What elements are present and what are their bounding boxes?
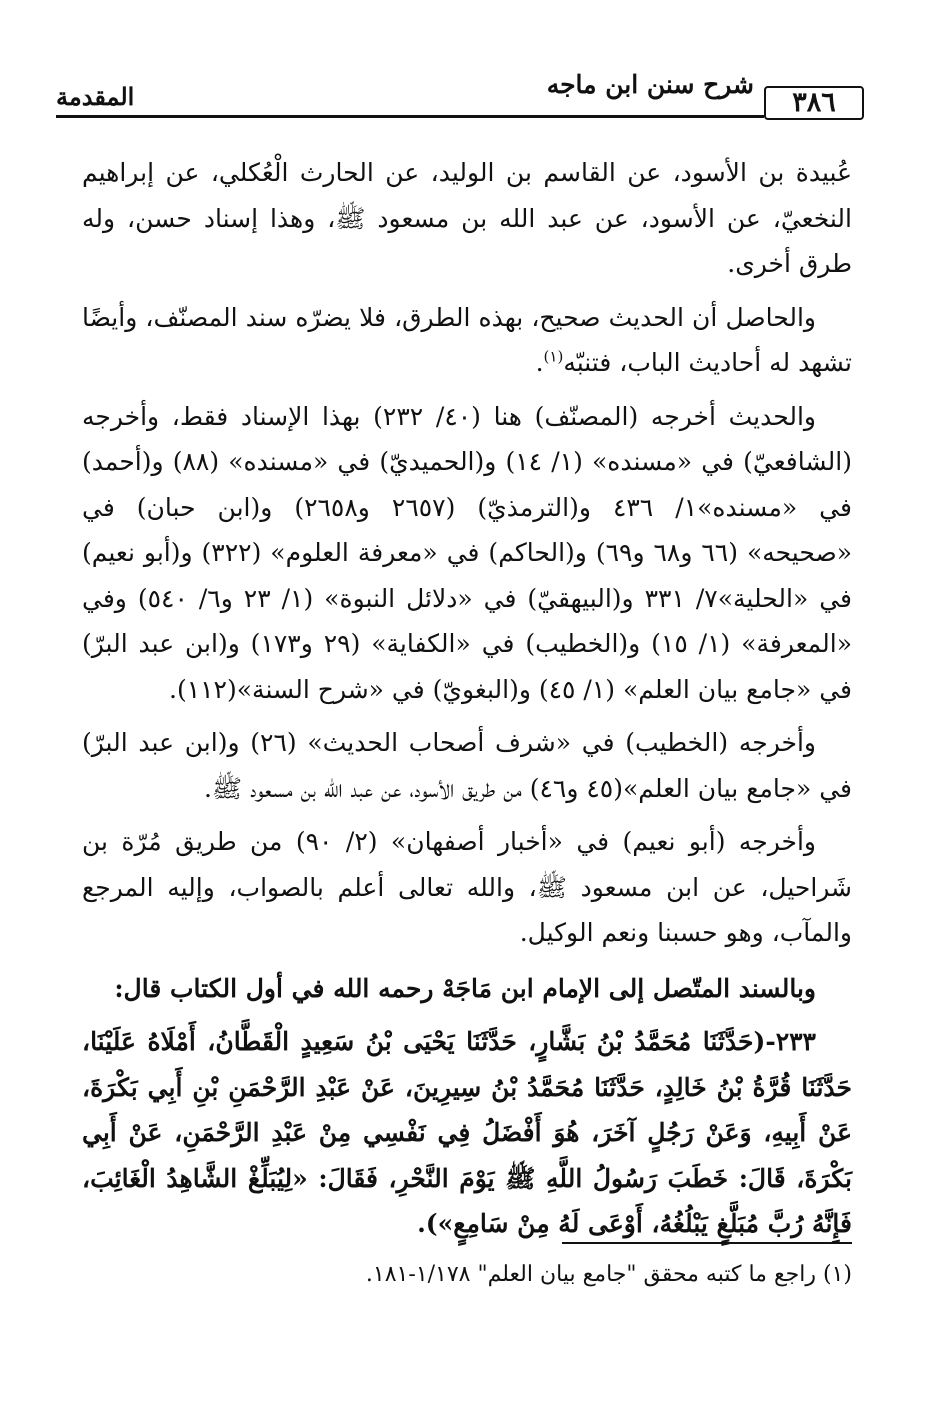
section-title: المقدمة xyxy=(56,82,135,111)
paragraph-4: وأخرجه (الخطيب) في «شرف أصحاب الحديث» (٢٦) و(ابن عبد البرّ) في «جامع بيان العلم»(٤٥ و٤٦) من طريق الأسود، عن عبد الله بن مسعود ﷺ. xyxy=(82,728,852,803)
paragraph-5: وأخرجه (أبو نعيم) في «أخبار أصفهان» (٢/ ٩٠) من طريق مُرّة بن شَراحيل، عن ابن مسعود ﷺ، والله تعالى أعلم بالصواب، وإليه المرجع والمآب، وهو حسبنا ونعم الوكيل. xyxy=(82,827,852,947)
paragraph-3: والحديث أخرجه (المصنّف) هنا (٤٠/ ٢٣٢) بهذا الإسناد فقط، وأخرجه (الشافعيّ) في «مسنده» (١/ ١٤) و(الحميديّ) في «مسنده» (٨٨) و(أحمد) في «مسنده»١/ ٤٣٦ و(الترمذيّ) (٢٦٥٧ و٢٦٥٨) و(ابن حبان) في «صحيحه» (٦٦ و٦٨ و٦٩) و(الحاكم) في «معرفة العلوم» (٣٢٢) و(أبو نعيم) في «الحلية»٧/ ٣٣١ و(البيهقيّ) في «دلائل النبوة» (١/ ٢٣ و٦/ ٥٤٠) وفي «المعرفة» (١/ ١٥) و(الخطيب) في «الكفاية» (٢٩ و١٧٣) و(ابن عبد البرّ) في «جامع بيان العلم» (١/ ٤٥) و(البغويّ) في «شرح السنة»(١١٢). xyxy=(82,401,853,704)
footnote-ref[interactable]: (١) xyxy=(543,347,564,366)
page-body xyxy=(82,150,852,1255)
chain-heading: وبالسند المتّصل إلى الإمام ابن مَاجَهْ رحمه الله في أول الكتاب قال: xyxy=(114,973,816,1003)
footnote-rule xyxy=(562,1242,852,1244)
footnote: (١) راجع ما كتبه محقق "جامع بيان العلم" ١/١٧٨-١٨١. xyxy=(365,1262,852,1287)
paragraph-2-text: والحاصل أن الحديث صحيح، بهذه الطرق، فلا يضرّه سند المصنّف، وأيضًا تشهد له أحاديث الباب، فتنبّه xyxy=(82,302,852,377)
paragraph-2: والحاصل أن الحديث صحيح، بهذه الطرق، فلا يضرّه سند المصنّف، وأيضًا تشهد له أحاديث الباب، فتنبّه$^{(١)}$. xyxy=(82,302,852,377)
paragraph-1: عُبيدة بن الأسود، عن القاسم بن الوليد، عن الحارث الْعُكلي، عن إبراهيم النخعيّ، عن الأسود، عن عبد الله بن مسعود ﷺ، وهذا إسناد حسن، وله طرق أخرى. xyxy=(82,158,852,278)
page-header xyxy=(56,66,864,122)
hadith-text: ٢٣٣-(حَدَّثَنَا مُحَمَّدُ بْنُ بَشَّارٍ، حَدَّثَنَا يَحْيَى بْنُ سَعِيدٍ الْقَطَّانُ، أَمْلَاهُ عَلَيْنَا، حَدَّثَنَا قُرَّةُ بْنُ خَالِدٍ، حَدَّثَنَا مُحَمَّدُ بْنُ سِيرِينَ، عَنْ عَبْدِ الرَّحْمَنِ بْنِ أَبِي بَكْرَةَ، عَنْ أَبِيهِ، وَعَنْ رَجُلٍ آخَرَ، هُوَ أَفْضَلُ فِي نَفْسِي مِنْ عَبْدِ الرَّحْمَنِ، عَنْ أَبِي بَكْرَةَ، قَالَ: خَطَبَ رَسُولُ اللَّهِ ﷺ يَوْمَ النَّحْرِ، فَقَالَ: «لِيُبَلِّغْ الشَّاهِدُ الْغَائِبَ، فَإِنَّهُ رُبَّ مُبَلَّغٍ يَبْلُغُهُ، أَوْعَى لَهُ مِنْ سَامِعٍ»). xyxy=(82,1027,852,1238)
page-number: ٣٨٦ xyxy=(764,86,864,120)
book-title: شرح سنن ابن ماجه xyxy=(546,70,754,99)
header-rule xyxy=(56,115,764,118)
